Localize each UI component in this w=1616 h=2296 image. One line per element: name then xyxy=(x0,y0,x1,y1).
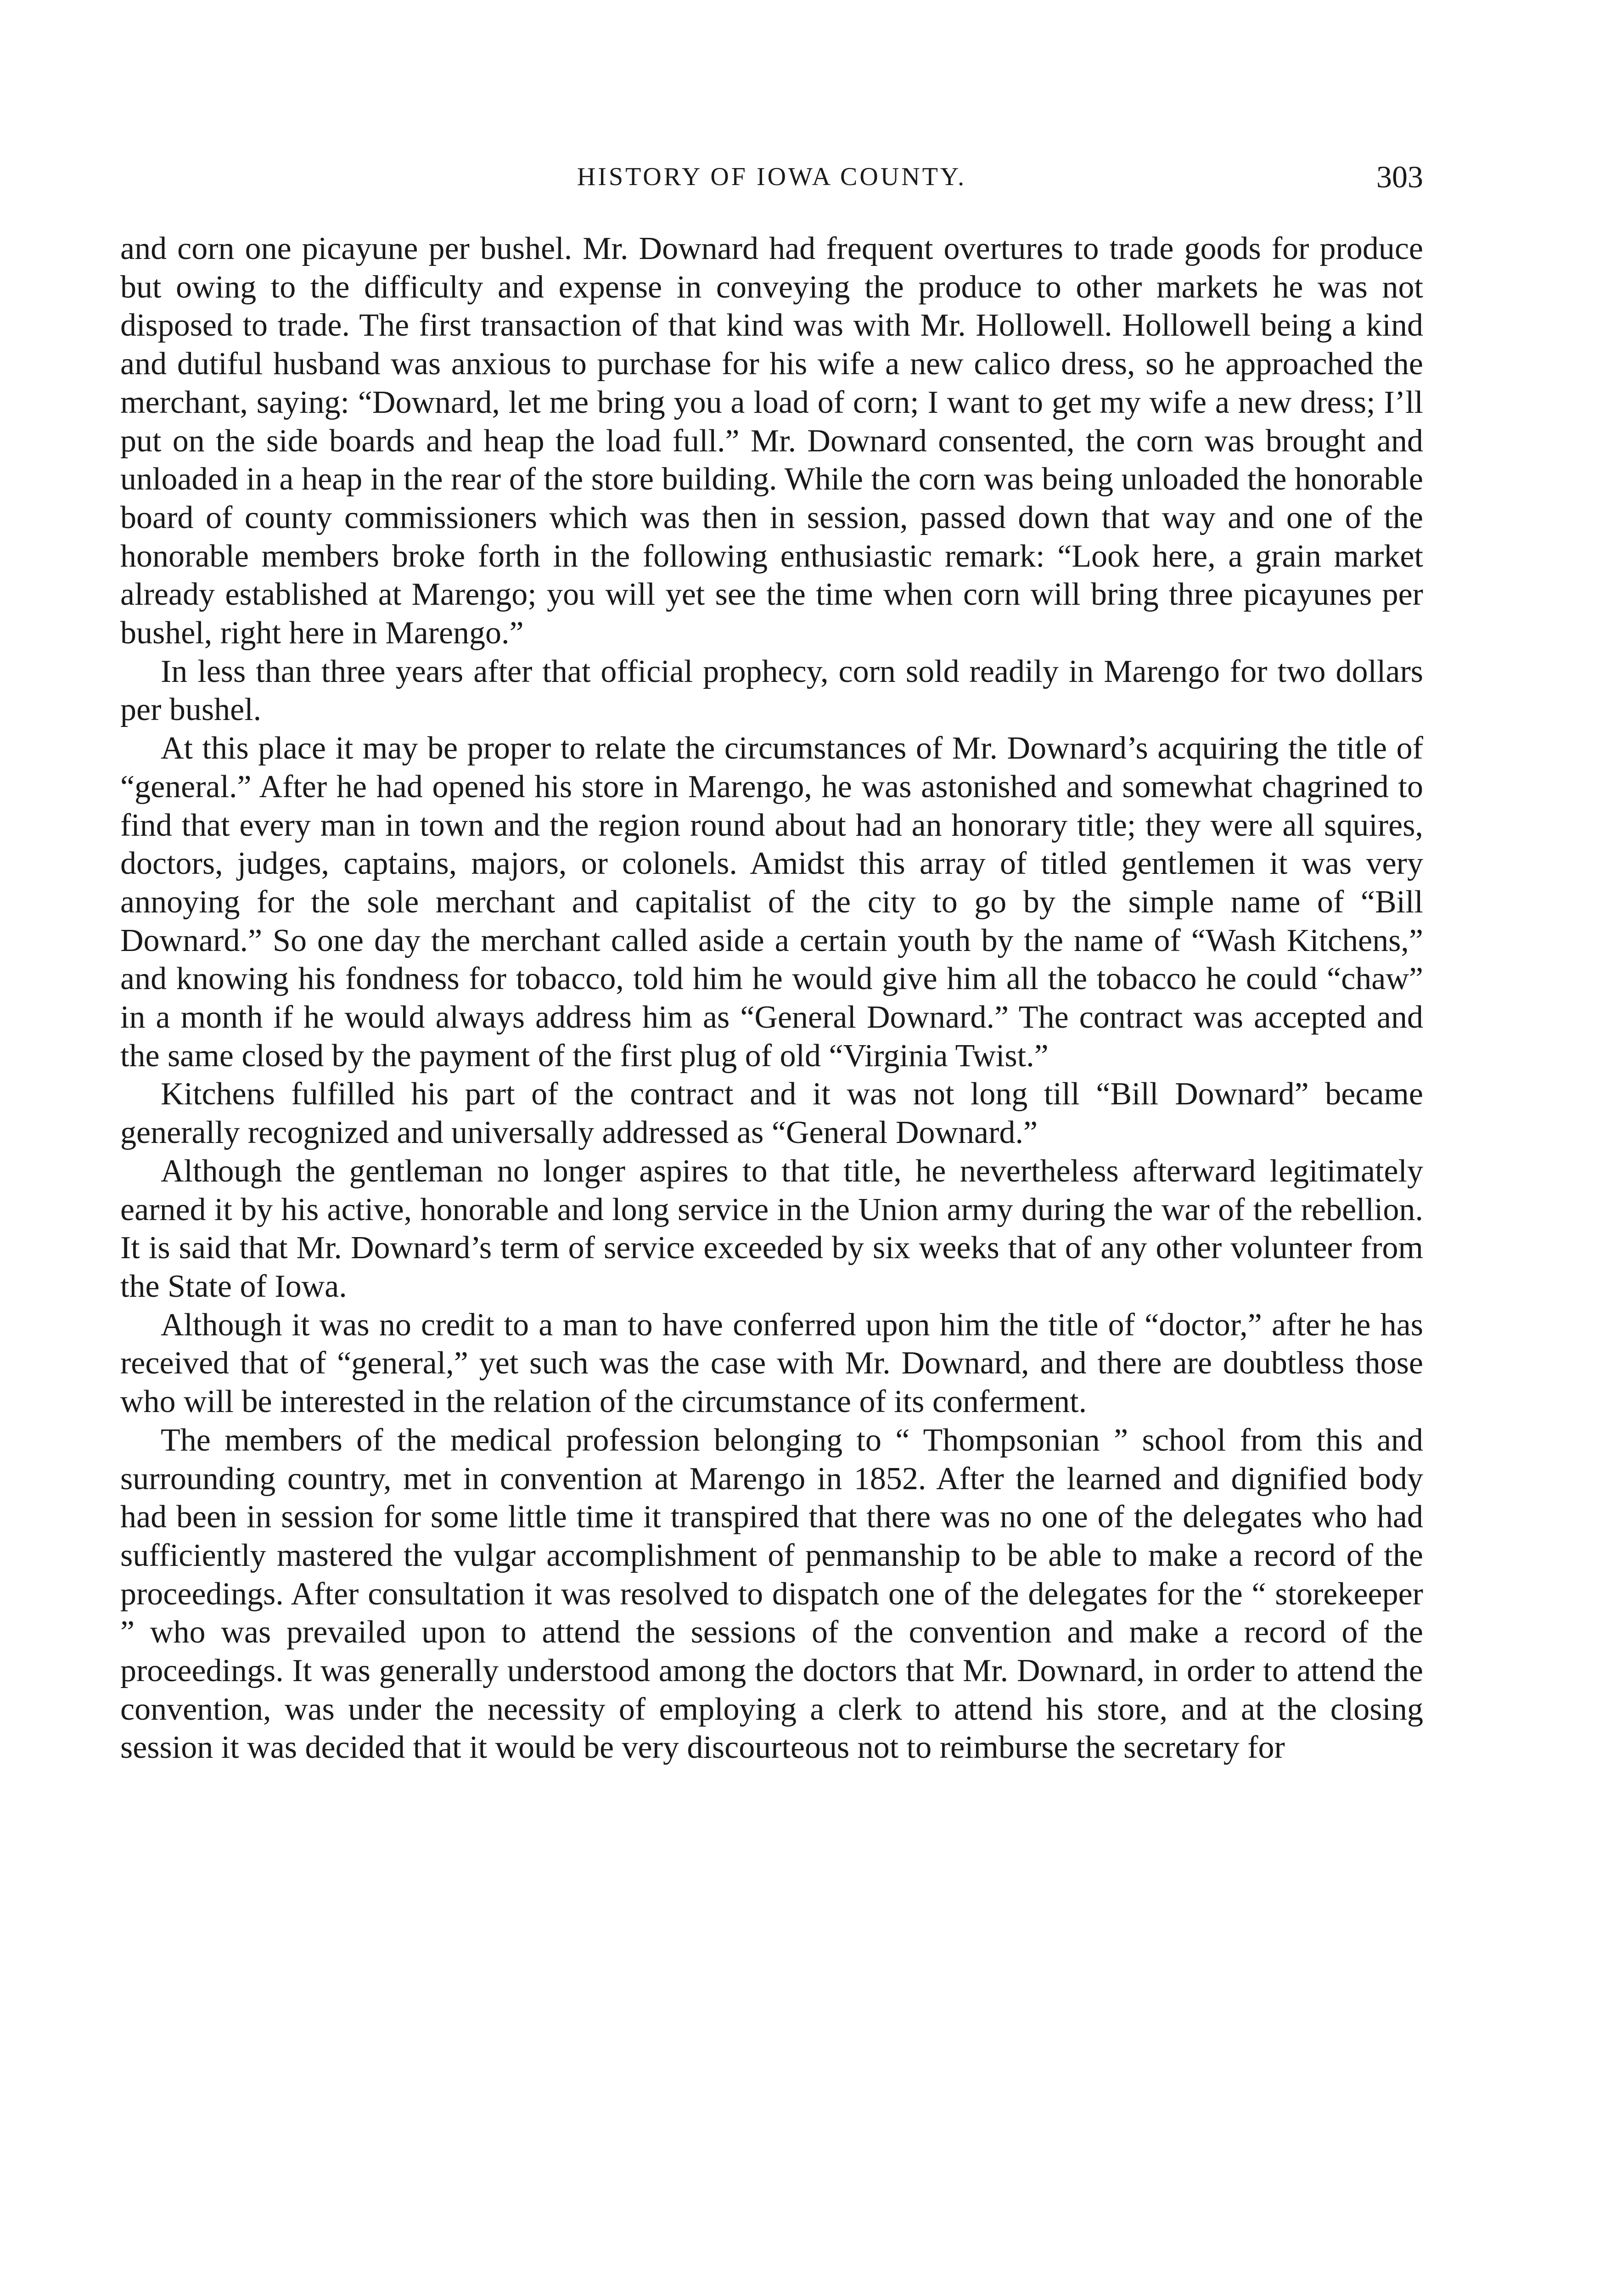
body-text xyxy=(120,230,1423,1767)
paragraph-general-title: At this place it may be proper to relate the circumstances of Mr. Downard’s acquiring the title of “general.” After he had opened his store in Marengo, he was astonished and somewhat chagrined to find that every man in town and the region round about had an honorary title; they were all squires, doctors, judges, captains, majors, or colonels. Amidst this array of titled gentlemen it was very annoying for the sole merchant and capitalist of the city to go by the simple name of “Bill Downard.” So one day the merchant called aside a certain youth by the name of “Wash Kitchens,” and knowing his fondness for tobacco, told him he would give him all the tobacco he could “chaw” in a month if he would always address him as “General Downard.” The contract was accepted and the same closed by the payment of the first plug of old “Virginia Twist.” xyxy=(120,731,1423,1074)
paragraph-corn-price: In less than three years after that official prophecy, corn sold readily in Marengo for two dollars per bushel. xyxy=(120,653,1423,728)
paragraph-kitchens: Kitchens fulfilled his part of the contract and it was not long till “Bill Downard” became generally recognized and universally addressed as “General Downard.” xyxy=(120,1076,1423,1151)
paragraph-union-service: Although the gentleman no longer aspires to that title, he nevertheless afterward legitimately earned it by his active, honorable and long service in the Union army during the war of the rebellion. It is said that Mr. Downard’s term of service exceeded by six weeks that of any other volunteer from the State of Iowa. xyxy=(120,1153,1423,1304)
running-title: HISTORY OF IOWA COUNTY. xyxy=(577,163,967,191)
paragraph-corn-trade: and corn one picayune per bushel. Mr. Downard had frequent overtures to trade goods for produce but owing to the difficulty and expense in conveying the produce to other markets he was not disposed to trade. The first transaction of that kind was with Mr. Hollowell. Hollowell being a kind and dutiful husband was anxious to purchase for his wife a new calico dress, so he approached the merchant, saying: “Downard, let me bring you a load of corn; I want to get my wife a new dress; I’ll put on the side boards and heap the load full.” Mr. Downard consented, the corn was brought and unloaded in a heap in the rear of the store building. While the corn was being unloaded the honorable board of county commissioners which was then in session, passed down that way and one of the honorable members broke forth in the following enthusiastic remark: “Look here, a grain market already established at Marengo; you will yet see the time when corn will bring three picayunes per bushel, right here in Marengo.” xyxy=(120,231,1423,651)
running-head xyxy=(120,156,1423,197)
page-number: 303 xyxy=(1376,159,1423,194)
paragraph-thompsonian-convention: The members of the medical profession belonging to “ Thompsonian ” school from this and surrounding country, met in convention at Marengo in 1852. After the learned and dignified body had been in session for some little time it transpired that there was no one of the delegates who had sufficiently mastered the vulgar accomplishment of penmanship to be able to make a record of the proceedings. After consultation it was resolved to dispatch one of the delegates for the “ storekeeper ” who was prevailed upon to attend the sessions of the convention and make a record of the proceedings. It was generally understood among the doctors that Mr. Downard, in order to attend the convention, was under the necessity of employing a clerk to attend his store, and at the closing session it was decided that it would be very discourteous not to reimburse the secretary for xyxy=(120,1422,1423,1766)
paragraph-doctor-title: Although it was no credit to a man to have conferred upon him the title of “doctor,” after he has received that of “general,” yet such was the case with Mr. Downard, and there are doubtless those who will be interested in the relation of the circumstance of its conferment. xyxy=(120,1307,1423,1420)
